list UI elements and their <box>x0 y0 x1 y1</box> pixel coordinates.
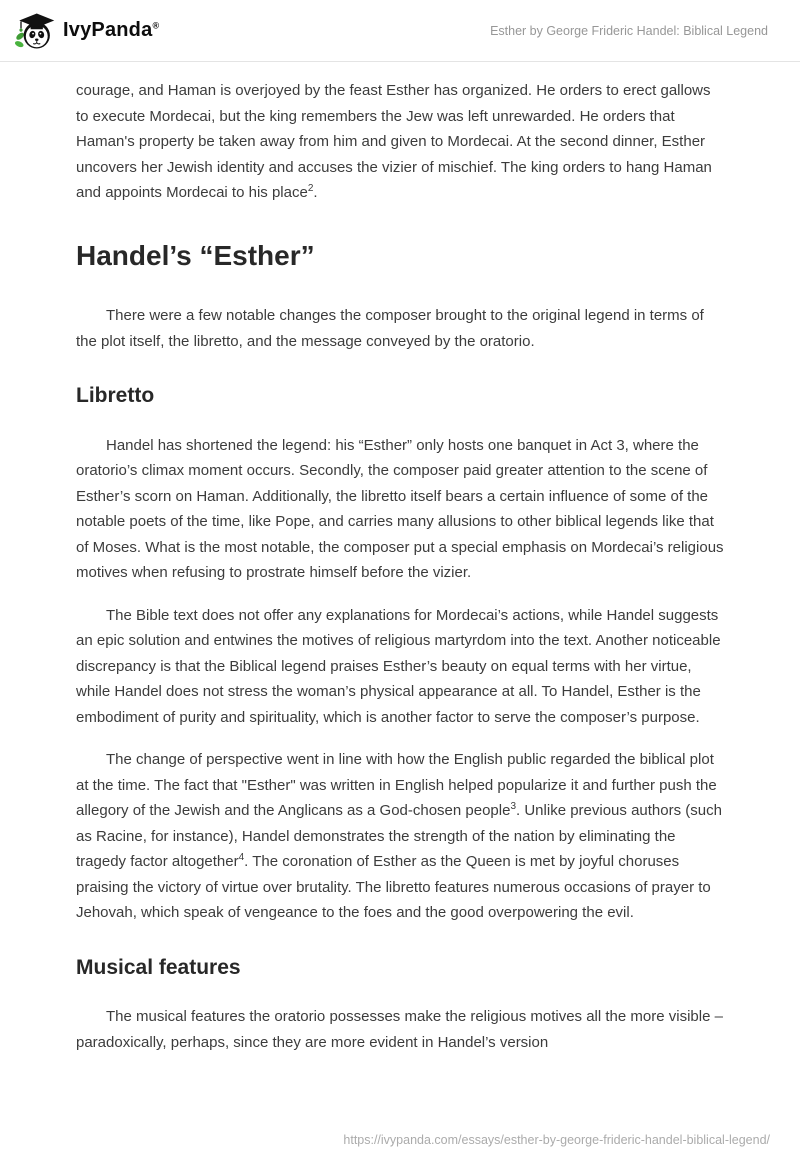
brand <box>14 8 159 54</box>
document-title: Esther by George Frideric Handel: Biblical Legend <box>490 23 768 38</box>
paragraph: Handel has shortened the legend: his “Esther” only hosts one banquet in Act 3, where the oratorio’s climax moment occurs. Secondly, the composer paid greater attention to the scene of Esther’s scorn on Haman. Additionally, the libretto itself bears a certain influence of some of the notable poets of the time, like Pope, and carries many allusions to other biblical legends like that of Moses. What is the most notable, the composer put a special emphasis on Mordecai’s religious motives when refusing to prostrate himself before the vizier. <box>76 436 724 582</box>
paragraph: The change of perspective went in line with how the English public regarded the biblical plot at the time. The fact that "Esther" was written in English helped popularize it and further push the allegory of the Jewish and the Anglicans as a God-chosen people$^3$. Unlike previous authors (such as Racine, for instance), Handel demonstrates the strength of the nation by eliminating the tragedy factor altogether$^4$. The coronation of Esther as the Queen is met by joyful choruses praising the victory of virtue over brutality. The libretto features numerous occasions of prayer to Jehovah, which speak of vengeance to the foes and the good overpowering the evil. <box>76 751 722 922</box>
heading-h2: Musical features <box>76 955 241 979</box>
footnote-ref: 4 <box>238 852 245 864</box>
heading-h1: Handel’s “Esther” <box>76 239 315 271</box>
page-header <box>0 0 800 62</box>
paragraph: The Bible text does not offer any explanations for Mordecai’s actions, while Handel suggests an epic solution and entwines the motives of religious martyrdom into the text. Another noticeable discrepancy is that the Biblical legend praises Esther’s beauty on equal terms with her virtue, while Handel does not stress the woman’s physical appearance at all. To Handel, Esther is the embodiment of purity and spirituality, which is another factor to serve the composer’s purpose. <box>76 606 721 726</box>
article-body <box>0 62 800 1055</box>
paragraph: The musical features the oratorio possesses make the religious motives all the more visible – paradoxically, perhaps, since they are more evident in Handel’s version <box>76 1008 723 1051</box>
ivypanda-logo-icon <box>14 8 56 54</box>
paragraph: There were a few notable changes the composer brought to the original legend in terms of the plot itself, the libretto, and the message conveyed by the oratorio. <box>76 307 704 350</box>
footnote-ref: 2 <box>307 183 314 194</box>
brand-name: IvyPanda® <box>63 19 160 41</box>
paragraph: courage, and Haman is overjoyed by the feast Esther has organized. He orders to erect gallows to execute Mordecai, but the king remembers the Jew was left unrewarded. He orders that Haman's property be taken away from him and given to Mordecai. At the second dinner, Esther uncovers her Jewish identity and accuses the vizier of mischief. The king orders to hang Haman and appoints Mordecai to his place$^2$. <box>76 82 712 201</box>
heading-h2: Libretto <box>76 384 155 408</box>
registered-mark: ® <box>152 20 160 31</box>
source-url: https://ivypanda.com/essays/esther-by-george-frideric-handel-biblical-legend/ <box>343 1133 770 1147</box>
footnote-ref: 3 <box>510 801 517 813</box>
